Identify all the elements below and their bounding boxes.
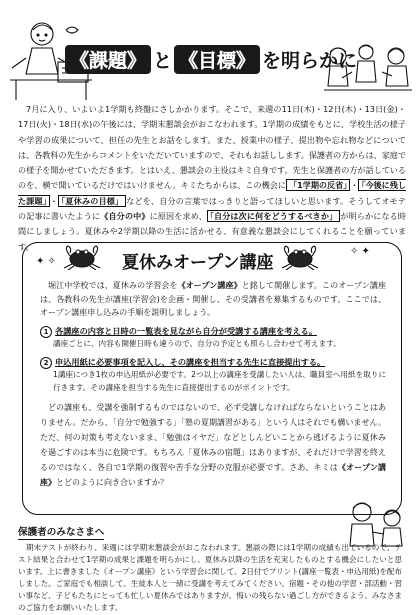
open-course-intro-1: 堀江中学校では、夏休みの学習会を <box>48 281 178 290</box>
parents-section-body <box>18 542 402 614</box>
open-course-body <box>40 279 386 492</box>
intro-text-3: に原因を求め、 <box>149 211 207 222</box>
intro-separator-2: ・ <box>49 195 59 206</box>
step-description: 1講座につき1枚の申込用紙が必要です。2つ以上の講座を受講したい人は、職員室へ用紙を取りに行きます。その講座を担当する先生に直接提出するのがポイントです。 <box>53 370 386 392</box>
keyword-remaining-issues: 「今後に残した課題」 <box>18 180 406 206</box>
header-banner <box>69 44 358 74</box>
open-course-title: 夏休みオープン講座 <box>118 248 277 273</box>
parents-section-title: 保護者のみなさまへ <box>18 524 104 540</box>
crab-icon <box>60 244 104 270</box>
banner-keyword-kadai: 《課題》 <box>65 45 151 74</box>
keyword-summer-goals: 「夏休みの目標」 <box>58 195 126 207</box>
step-number-badge: 2 <box>40 357 52 369</box>
intro-text-1: 7月に入り、いよいよ1学期も終盤にさしかかります。そこで、来週の11日(木)・12日(木)・13日(金)・17日(火)・18日(水)の午後には、学期末懇談会がおこなわれます。1学期の成績をもとに、学校生活の様子や学習の成果について、担任の先生とお話をします。また、授業中の様子、提出物や忘れ物などについては、各教科の先生からコメントをいただいていますので、それもお話しします。保護者の方からは、家庭での様子を聞かせていただきます。とはいえ、懇談会の主役はキミ自身です。先生と保護者の方が話しているのを、横で聞いているだけではいけません。キミたちからは、この機会に <box>18 104 406 191</box>
crab-icon <box>278 244 322 270</box>
parent-teacher-meeting-illustration <box>322 42 414 102</box>
intro-text-2: などを、自分の言葉ではっきりと語ってほしいと思います。そうしてオモテの記事に書いたように <box>18 195 407 222</box>
intro-paragraph <box>18 102 406 255</box>
step-1 <box>40 325 386 351</box>
step-number-badge: 1 <box>40 326 52 338</box>
intro-separator-1: ・ <box>350 180 359 191</box>
banner-tail: を明らかに <box>262 49 358 72</box>
parents-paragraph: 期末テストが終わり、来週には学期末懇談会がおこなわれます。懇談の際には1学期の成績も出ているので、テスト結果と合わせて1学期の成果と課題を明らかにし、夏休み以降の生活を充実したものとする機会にしたいと思います。上に書きました《オープン講座》という学習会に関して、2日付でプリント(講座一覧表・申込用紙)を配布しました。ご家庭でも相談して、生徒本人と一緒に受講を考えてみてください。宿題・その他の学習・部活動・習い事など、子どもたちにとっても忙しい夏休みではありますが、悔いの残らない過ごし方ができるよう、みなさまのご協力をお願いいたします。 <box>18 543 402 612</box>
step-heading: 各講座の内容と日時の一覧表を見ながら自分が受講する講座を考える。 <box>55 325 318 336</box>
banner-connector: と <box>152 49 172 72</box>
open-course-intro-2: と銘して開催します。このオープン講座は、各教科の先生が講座(学習会)を企画・開催し、その受講者を募集するものです。ここでは、オープン講座申し込みの手順を説明しましょう。 <box>40 281 387 318</box>
step-heading: 申込用紙に必要事項を記入し、その講座を担当する先生に直接提出する。 <box>55 356 326 367</box>
open-course-closing <box>40 400 386 490</box>
step-description: 講座ごとに、内容も開催日時も違うので、自分の予定とも照らし合わせて考えます。 <box>53 339 341 349</box>
keyword-within-yourself: 《自分の中》 <box>100 211 150 222</box>
keyword-what-to-do-next: 「自分は次に何をどうするべきか」 <box>207 210 341 222</box>
closing-text-2: とどのように向き合いますか？ <box>56 478 168 488</box>
keyword-open-course: 《オープン講座》 <box>177 281 242 290</box>
keyword-reflection: 「1学期の反省」 <box>286 179 350 191</box>
intro-text-4: が明らかになる時間にしましょう。夏休みや2学期以降の生活に活かせる、有意義な懇談会にしてくれることを願っています。 <box>18 211 406 252</box>
step-2 <box>40 356 386 395</box>
sparkle-decoration-left: ✦ ✧ <box>36 256 56 267</box>
closing-text-1: どの講座も、受講を強制するものではないので、必ず受講しなければならないということはありません。だから、「自分で勉強する」「塾の夏期講習がある」という人はそれでも構いません。ただ、何の対策も考えないまま、「勉強はイヤだ」などとしんどいことから逃げるように夏休みを過ごすのは本当に危険です。もちろん「夏休みの宿題」はありますが、それだけで学習を終えるのではなく、各自で1学期の復習や苦手な分野の克服が必要です。さあ、キミは <box>40 403 386 473</box>
banner-keyword-mokuhyo: 《目標》 <box>174 45 260 74</box>
keyword-open-course-2: 《オープン講座》 <box>40 463 387 488</box>
sparkle-decoration-right: ✧ ✦ <box>350 246 370 257</box>
family-illustration <box>342 500 412 548</box>
